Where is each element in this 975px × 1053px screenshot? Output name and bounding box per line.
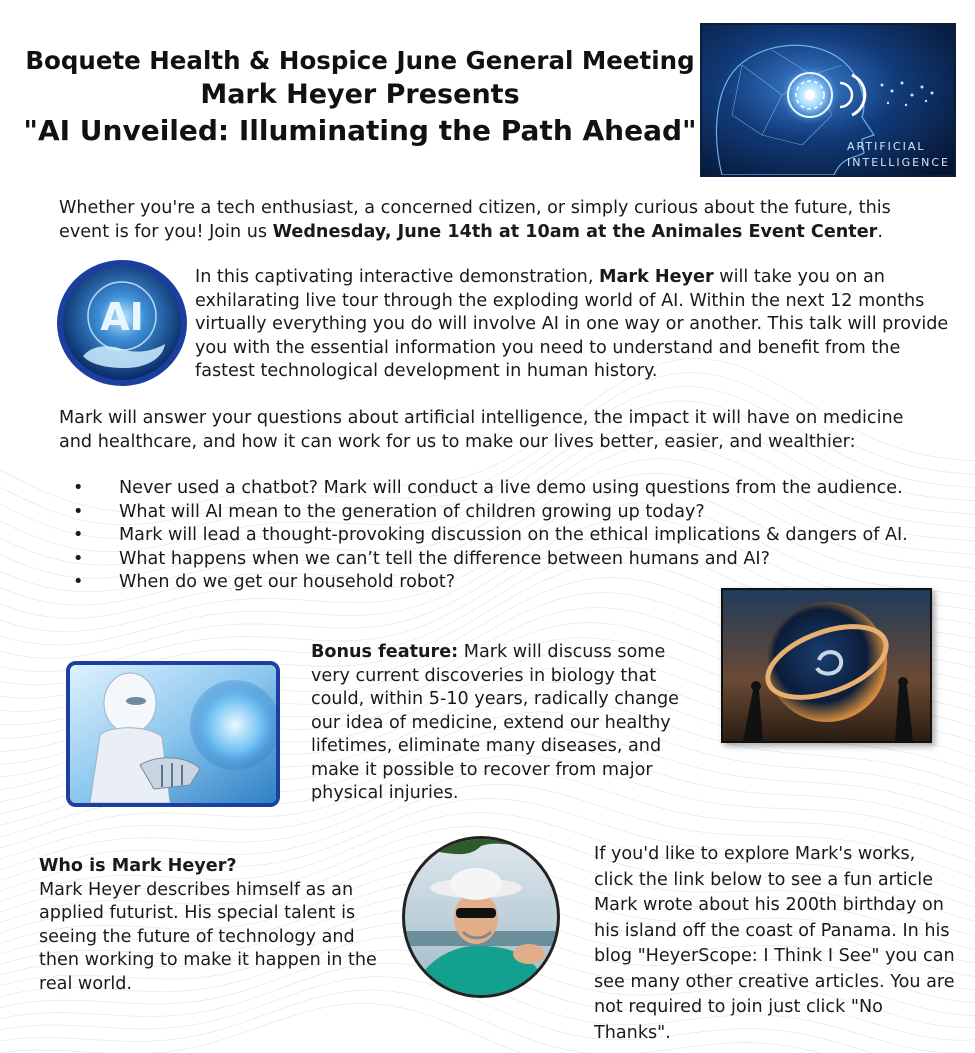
presenter-name: Mark Heyer: [599, 267, 714, 287]
presenter-heading: Mark Heyer Presents: [200, 79, 520, 110]
intro-text: Whether you're a tech enthusiast, a concerned citizen, or simply curious about the future, this event is for you! Join us: [59, 198, 891, 242]
bonus-text: Mark will discuss some very current discoveries in biology that could, within 5-10 years, radically change our idea of medicine, extend our healthy lifetimes, eliminate many diseases, and make it possible to recover from major physical injuries.: [311, 642, 679, 803]
cosmic-sphere-image: [721, 588, 932, 743]
bullet-icon: •: [73, 548, 84, 569]
list-item: [59, 548, 959, 572]
list-item-text: Never used a chatbot? Mark will conduct a live demo using questions from the audience.: [119, 478, 903, 498]
questions-intro: Mark will answer your questions about artificial intelligence, the impact it will have on medicine and healthcare, and how it can work for us to make our lives better, easier, and wealthier:: [59, 408, 904, 452]
who-text: Mark Heyer describes himself as an applied futurist. His special talent is seeing the future of technology and then working to make it happen in the real world.: [39, 879, 377, 994]
image-caption-intelligence: INTELLIGENCE: [847, 156, 950, 169]
list-item-text: What will AI mean to the generation of children growing up today?: [119, 501, 705, 522]
list-item: [59, 477, 959, 501]
demo-text-rest: will take you on an exhilarating live tour through the exploding world of AI. Within the next 12 months virtually everything you do will involve AI in one way or another. This talk will provide you with the essential information you need to understand and benefit from the fastest technological development in human history.: [195, 267, 949, 381]
ai-hand-image: [55, 258, 189, 388]
event-heading: Boquete Health & Hospice June General Meeting: [25, 46, 695, 75]
intro-end: .: [877, 221, 883, 242]
intro-paragraph: [59, 197, 939, 244]
bullet-icon: •: [73, 525, 84, 545]
demo-paragraph: [195, 266, 950, 384]
bonus-label: Bonus feature:: [311, 642, 459, 662]
topics-list: [59, 477, 959, 595]
artificial-intelligence-image: [700, 23, 956, 177]
image-caption-artificial: ARTIFICIAL: [847, 140, 926, 153]
bullet-icon: •: [73, 572, 84, 592]
list-item-text: Mark will lead a thought-provoking discussion on the ethical implications & dangers of AI.: [119, 525, 908, 545]
who-title: Who is Mark Heyer?: [39, 856, 237, 876]
list-item-text: What happens when we can’t tell the difference between humans and AI?: [119, 548, 770, 569]
robot-image: [66, 661, 280, 807]
demo-text-start: In this captivating interactive demonstration,: [195, 267, 600, 287]
list-item: [59, 501, 959, 525]
bullet-icon: •: [73, 478, 84, 498]
bonus-paragraph: [311, 641, 703, 803]
list-item-text: When do we get our household robot?: [119, 572, 456, 592]
explore-paragraph: If you'd like to explore Mark's works, click the link below to see a fun article Mark wrote about his 200th birthday on his island off the coast of Panama. In his blog "HeyerScope: I Think I See" you can see many other creative articles. You are not required to join just click "No Thanks".: [594, 844, 955, 1043]
event-date-location: Wednesday, June 14th at 10am at the Animales Event Center: [272, 221, 878, 242]
who-section: [39, 855, 399, 996]
talk-title: "AI Unveiled: Illuminating the Path Ahead": [23, 114, 697, 147]
ai-badge-text: AI: [100, 295, 144, 339]
mark-heyer-portrait: [401, 836, 561, 999]
list-item: [59, 524, 959, 548]
bullet-icon: •: [73, 501, 84, 522]
